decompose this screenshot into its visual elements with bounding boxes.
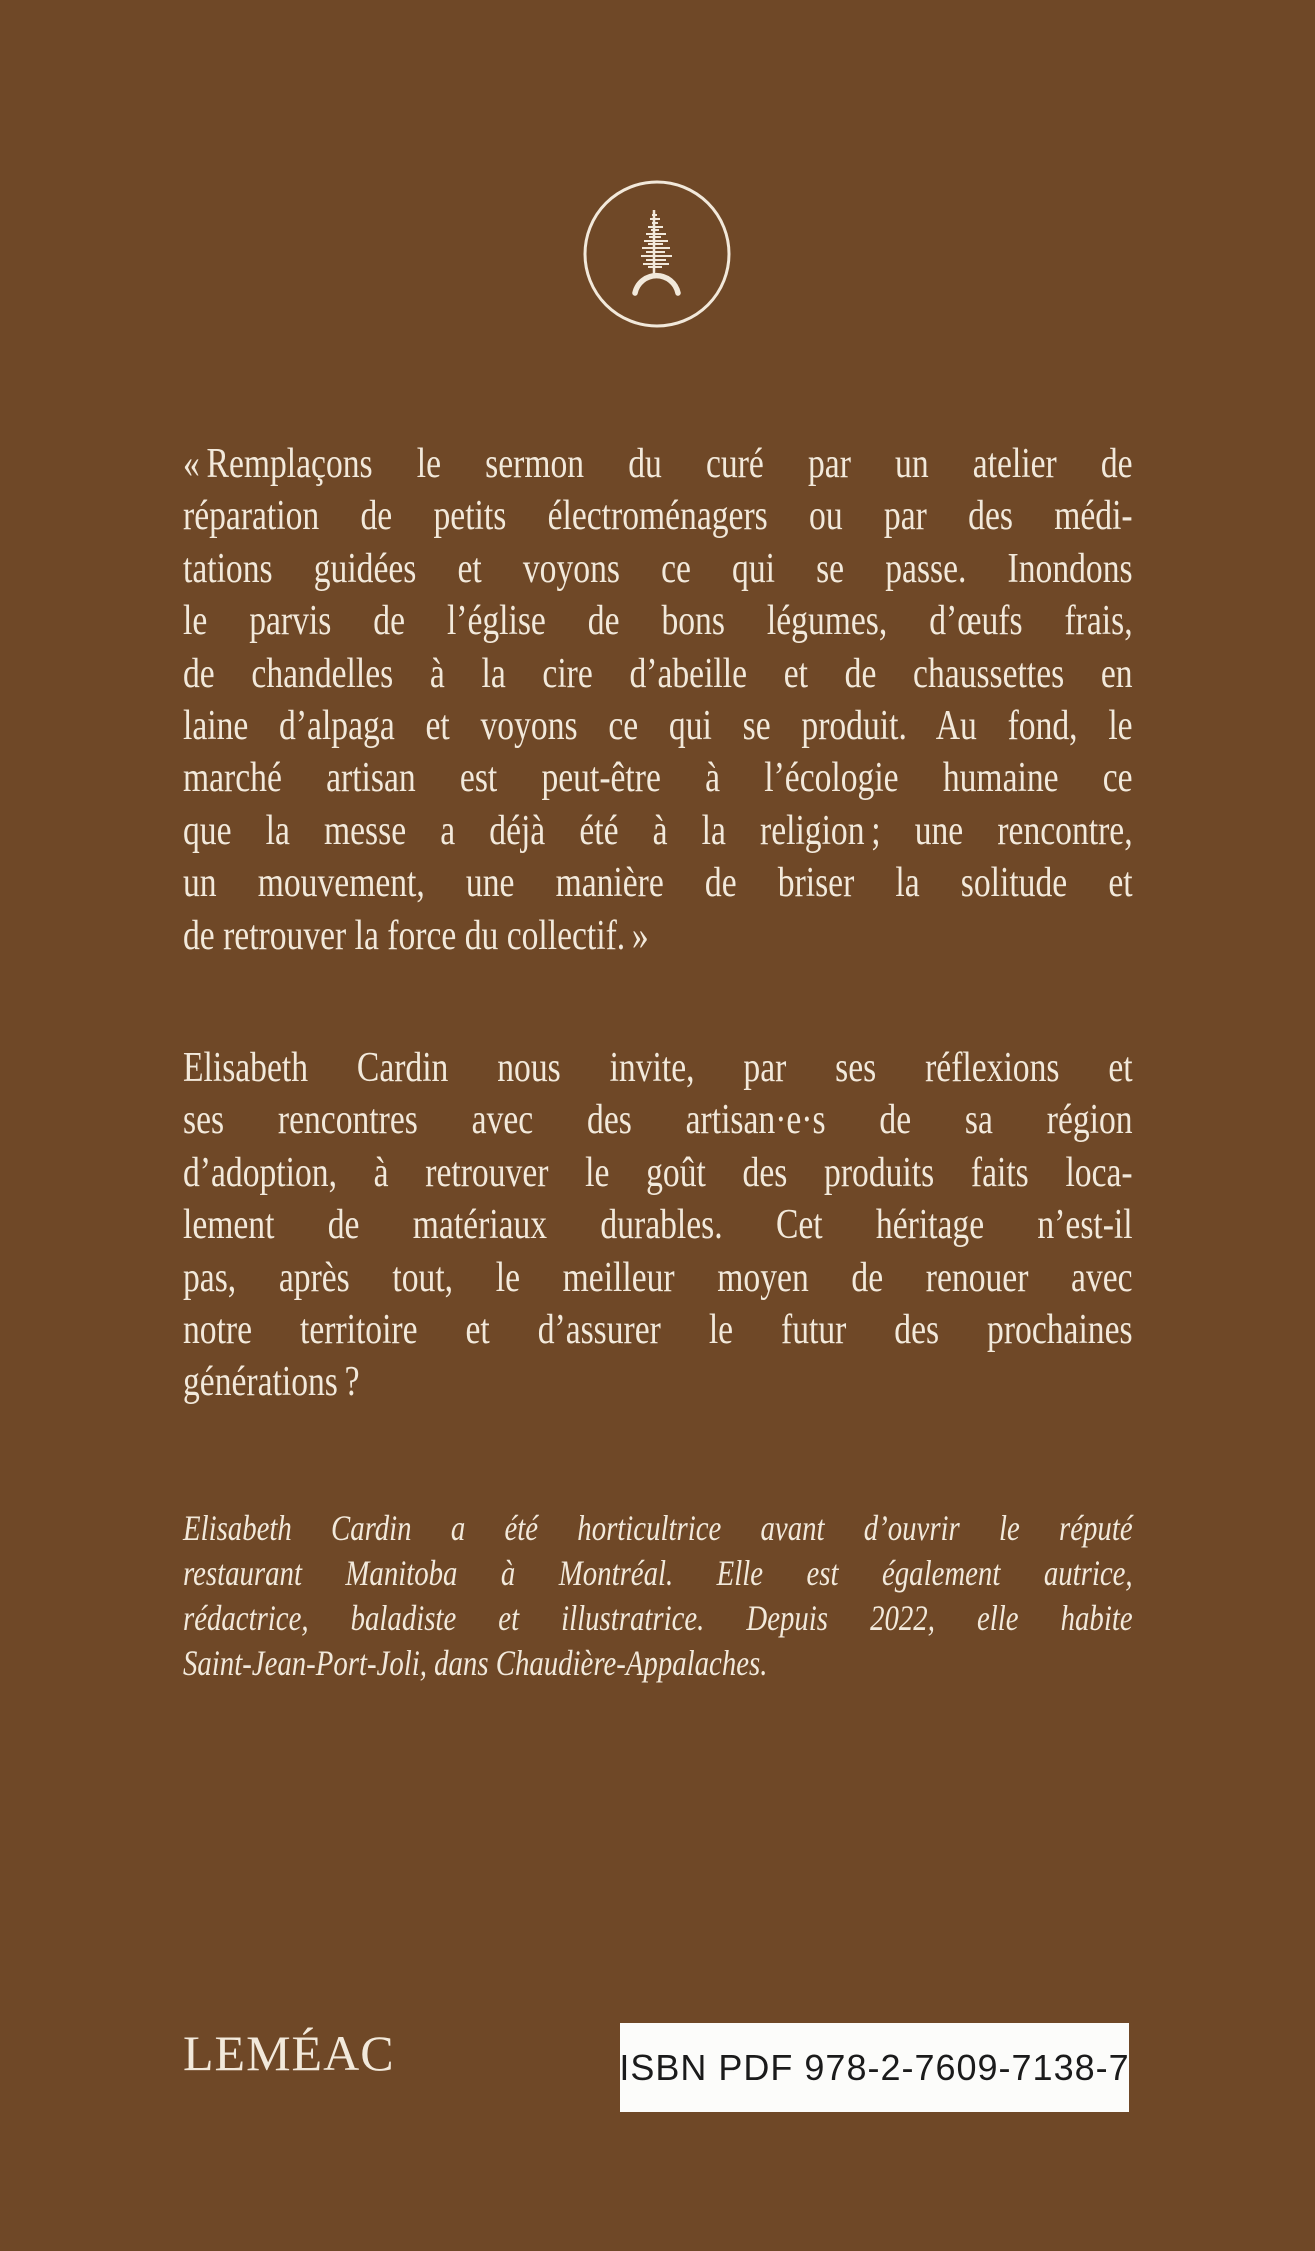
quote-line: réparation de petits électroménagers ou par des médi- [183, 493, 1133, 540]
description-line: d’adoption, à retrouver le goût des produits faits loca- [183, 1149, 1133, 1196]
quote-line: un mouvement, une manière de briser la solitude et [183, 860, 1133, 907]
description-line: ses rencontres avec des artisan·e·s de sa région [183, 1097, 1133, 1144]
description-line: lement de matériaux durables. Cet héritage n’est-il [183, 1202, 1133, 1249]
bio-line: rédactrice, baladiste et illustratrice. Depuis 2022, elle habite [183, 1598, 1133, 1638]
bio-line: Elisabeth Cardin a été horticultrice avant d’ouvrir le réputé [183, 1508, 1133, 1548]
quote-line: de chandelles à la cire d’abeille et de chaussettes en [183, 650, 1133, 697]
description-paragraph [183, 1042, 1133, 1409]
logo-circle-border [585, 182, 729, 326]
quote-line: tations guidées et voyons ce qui se passe. Inondons [183, 545, 1133, 592]
publisher-logo [582, 179, 732, 329]
isbn-text: ISBN PDF 978-2-7609-7138-7 [619, 2046, 1130, 2088]
bio-line: Saint-Jean-Port-Joli, dans Chaudière-Appalaches. [183, 1643, 768, 1683]
quote-line: que la messe a déjà été à la religion ; une rencontre, [183, 807, 1133, 854]
quote-line: marché artisan est peut-être à l’écologie humaine ce [183, 755, 1133, 802]
description-line: pas, après tout, le meilleur moyen de renouer avec [183, 1254, 1133, 1301]
description-line: Elisabeth Cardin nous invite, par ses réflexions et [183, 1045, 1133, 1091]
quote-line: laine d’alpaga et voyons ce qui se produit. Au fond, le [183, 703, 1133, 750]
quote-line: de retrouver la force du collectif. » [183, 912, 649, 959]
quote-paragraph [183, 438, 1133, 962]
publisher-name: LEMÉAC [183, 2025, 395, 2081]
description-line: générations ? [183, 1359, 360, 1406]
author-bio-paragraph [183, 1506, 1133, 1686]
quote-line: « Remplaçons le sermon du curé par un atelier de [183, 441, 1133, 487]
description-line: notre territoire et d’assurer le futur des prochaines [183, 1307, 1133, 1354]
quote-line: le parvis de l’église de bons légumes, d’œufs frais, [183, 598, 1133, 645]
bio-line: restaurant Manitoba à Montréal. Elle est également autrice, [183, 1553, 1133, 1593]
pine-tree-circle-icon [582, 179, 732, 329]
hill-arc [635, 276, 678, 293]
isbn-box [620, 2023, 1129, 2112]
